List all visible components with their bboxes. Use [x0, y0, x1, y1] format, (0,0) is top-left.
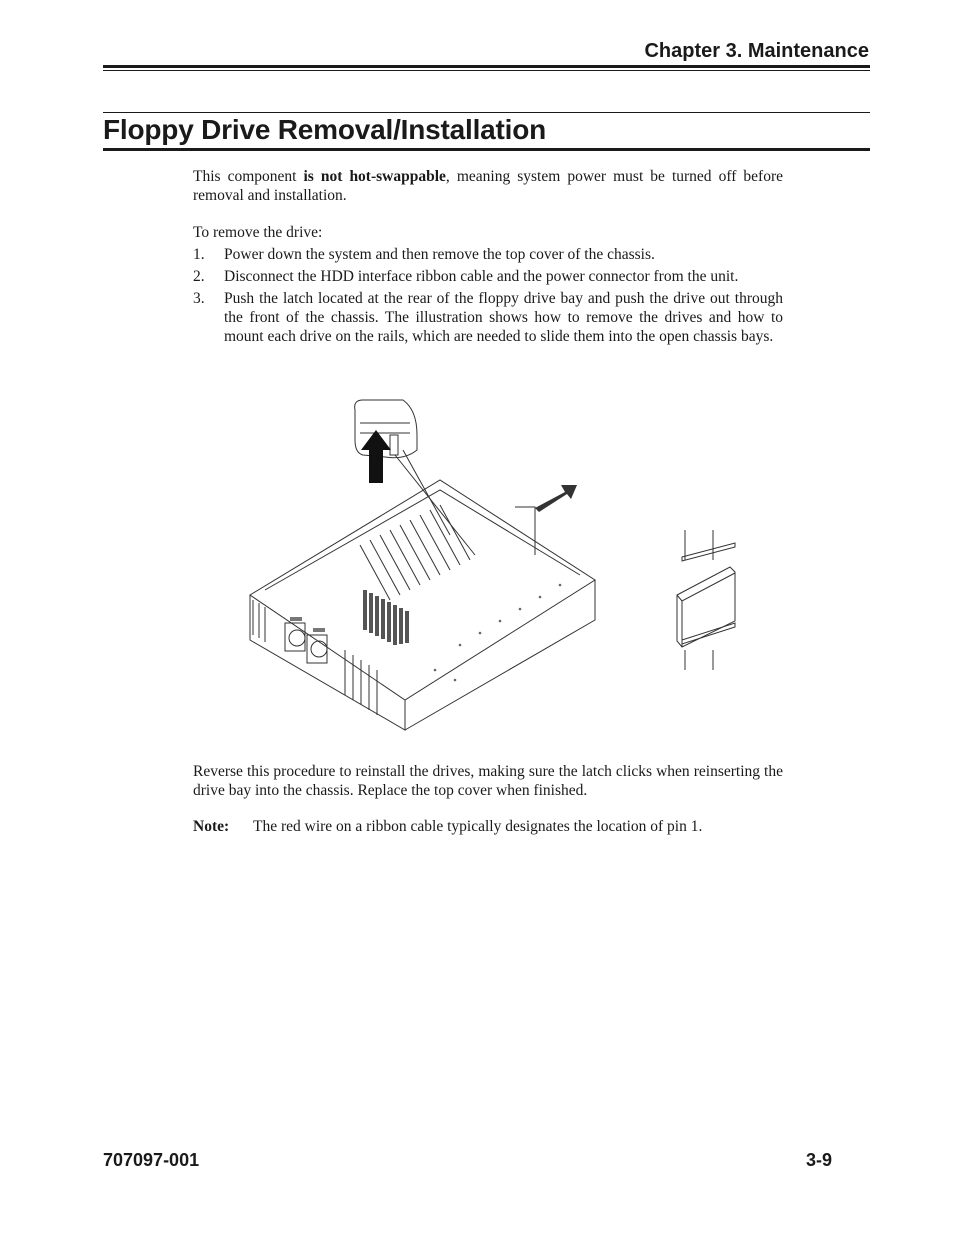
step-text: Disconnect the HDD interface ribbon cable and the power connector from the unit.: [224, 268, 739, 285]
step-item: [193, 267, 783, 286]
intro-text-start: This component: [193, 168, 304, 185]
title-rule-top: [103, 112, 870, 113]
floppy-drive-removal-illustration: [245, 395, 745, 735]
step-text: Power down the system and then remove the top cover of the chassis.: [224, 246, 655, 263]
procedure-steps: [193, 245, 783, 349]
intro-text-end: , meaning system power must be turned off before removal and installation.: [193, 168, 783, 204]
header-rule: [103, 65, 870, 68]
note-label: Note:: [193, 818, 230, 835]
intro-bold-text: is not hot-swappable: [303, 168, 446, 185]
intro-paragraph: [193, 167, 783, 205]
step-item: [193, 289, 783, 346]
header-rule-thin: [103, 70, 870, 71]
step-item: [193, 245, 783, 264]
up-arrow-icon: [361, 430, 391, 483]
chapter-header: Chapter 3. Maintenance: [644, 40, 869, 62]
push-arrow-icon: [535, 485, 577, 512]
procedure-lead: To remove the drive:: [193, 224, 323, 241]
footer-doc-number: 707097-001: [103, 1150, 200, 1170]
page-title: Floppy Drive Removal/Installation: [103, 114, 547, 145]
title-rule-bottom: [103, 148, 870, 151]
step-number: 1.: [193, 246, 205, 263]
note-text: The red wire on a ribbon cable typically designates the location of pin 1.: [253, 818, 703, 835]
note-block: [193, 817, 783, 836]
step-number: 2.: [193, 268, 205, 285]
step-text: Push the latch located at the rear of the floppy drive bay and push the drive out through the front of the chassis. The illustration shows how to remove the drives and how to mount each drive on the rails, which are needed to slide them into the open chassis bays.: [224, 290, 783, 345]
step-number: 3.: [193, 290, 205, 307]
reverse-paragraph: Reverse this procedure to reinstall the drives, making sure the latch clicks when reinserting the drive bay into the chassis. Replace the top cover when finished.: [193, 763, 783, 799]
footer-page-number: 3-9: [805, 1150, 832, 1170]
